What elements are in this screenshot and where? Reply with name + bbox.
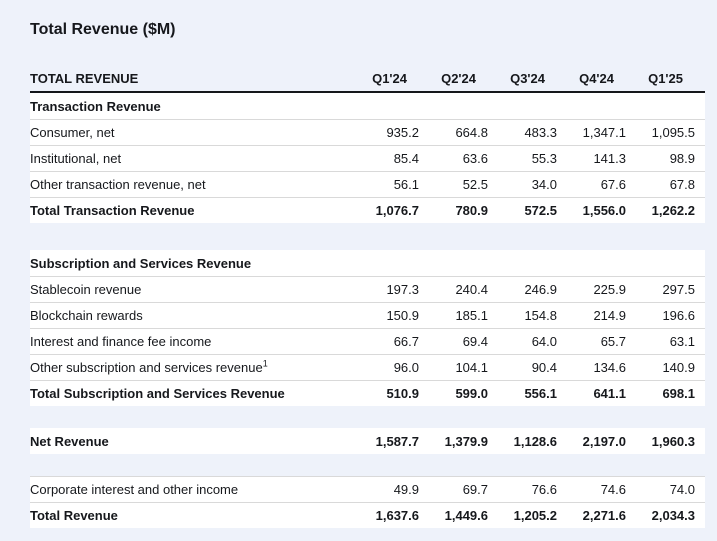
cell-value: 698.1 [662, 386, 695, 401]
row-label: Consumer, net [30, 125, 115, 140]
cell-value: 599.0 [455, 386, 488, 401]
cell-value: 1,128.6 [513, 433, 557, 449]
cell-value: 240.4 [455, 282, 488, 297]
cell-value: 85.4 [393, 151, 419, 166]
row-label: Net Revenue [30, 433, 109, 449]
table-row [30, 354, 705, 380]
cell-value: 2,271.6 [582, 508, 626, 523]
cell-value: 141.3 [593, 151, 626, 166]
cell-value: 67.6 [600, 177, 626, 192]
section-gap [30, 223, 705, 250]
cell-value: 510.9 [386, 386, 419, 401]
section-header-row [30, 93, 705, 119]
column-header-q3-24: Q3'24 [510, 70, 545, 86]
cell-value: 90.4 [531, 360, 557, 375]
section-gap [30, 406, 705, 428]
total-row [30, 428, 705, 454]
row-label: Stablecoin revenue [30, 282, 142, 297]
cell-value: 297.5 [662, 282, 695, 297]
cell-value: 1,556.0 [582, 203, 626, 218]
cell-value: 1,587.7 [375, 433, 419, 449]
cell-value: 246.9 [524, 282, 557, 297]
cell-value: 1,379.9 [444, 433, 488, 449]
net-revenue-section [30, 428, 705, 454]
table-header-label: TOTAL REVENUE [30, 70, 139, 86]
cell-value: 96.0 [393, 360, 419, 375]
cell-value: 104.1 [455, 360, 488, 375]
row-label: Institutional, net [30, 151, 122, 166]
cell-value: 134.6 [593, 360, 626, 375]
cell-value: 572.5 [524, 203, 557, 218]
total-row [30, 502, 705, 528]
row-label: Transaction Revenue [30, 98, 161, 114]
cell-value: 2,197.0 [582, 433, 626, 449]
section-header-row [30, 250, 705, 276]
cell-value: 69.4 [462, 334, 488, 349]
total-row [30, 380, 705, 406]
cell-value: 641.1 [593, 386, 626, 401]
table-row [30, 119, 705, 145]
cell-value: 1,262.2 [651, 203, 695, 218]
cell-value: 2,034.3 [651, 508, 695, 523]
total-row [30, 197, 705, 223]
table-row [30, 476, 705, 502]
subscription-services-section [30, 250, 705, 406]
column-header-q1-24: Q1'24 [372, 70, 407, 86]
cell-value: 64.0 [531, 334, 557, 349]
row-label: Total Transaction Revenue [30, 203, 195, 218]
cell-value: 1,347.1 [582, 125, 626, 140]
cell-value: 1,095.5 [651, 125, 695, 140]
cell-value: 69.7 [462, 482, 488, 497]
row-label: Subscription and Services Revenue [30, 255, 252, 271]
cell-value: 664.8 [455, 125, 488, 140]
row-label: Interest and finance fee income [30, 334, 212, 349]
cell-value: 185.1 [455, 308, 488, 323]
cell-value: 63.6 [462, 151, 488, 166]
cell-value: 74.0 [669, 482, 695, 497]
cell-value: 74.6 [600, 482, 626, 497]
cell-value: 483.3 [524, 125, 557, 140]
row-label-text: Other subscription and services revenue [30, 360, 263, 375]
table-header-row [30, 65, 705, 93]
cell-value: 1,960.3 [651, 433, 695, 449]
cell-value: 1,449.6 [444, 508, 488, 523]
cell-value: 197.3 [386, 282, 419, 297]
cell-value: 56.1 [393, 177, 419, 192]
cell-value: 214.9 [593, 308, 626, 323]
cell-value: 154.8 [524, 308, 557, 323]
row-label: Blockchain rewards [30, 308, 143, 323]
table-row [30, 302, 705, 328]
row-label: Other transaction revenue, net [30, 177, 206, 192]
cell-value: 556.1 [524, 386, 557, 401]
cell-value: 140.9 [662, 360, 695, 375]
column-header-q2-24: Q2'24 [441, 70, 476, 86]
footnote-marker: 1 [262, 360, 268, 369]
cell-value: 65.7 [600, 334, 626, 349]
row-label: Corporate interest and other income [30, 482, 239, 497]
cell-value: 52.5 [462, 177, 488, 192]
row-label: Total Revenue [30, 508, 118, 523]
table-row [30, 276, 705, 302]
cell-value: 150.9 [386, 308, 419, 323]
cell-value: 76.6 [531, 482, 557, 497]
table-row [30, 328, 705, 354]
row-label: Total Subscription and Services Revenue [30, 386, 285, 401]
cell-value: 34.0 [531, 177, 557, 192]
table-row [30, 145, 705, 171]
cell-value: 55.3 [531, 151, 557, 166]
column-header-q1-25: Q1'25 [648, 70, 683, 86]
cell-value: 1,076.7 [375, 203, 419, 218]
total-revenue-section [30, 476, 705, 528]
cell-value: 225.9 [593, 282, 626, 297]
cell-value: 1,205.2 [513, 508, 557, 523]
table-row [30, 171, 705, 197]
cell-value: 1,637.6 [375, 508, 419, 523]
cell-value: 49.9 [393, 482, 419, 497]
transaction-revenue-section [30, 93, 705, 223]
cell-value: 935.2 [386, 125, 419, 140]
cell-value: 196.6 [662, 308, 695, 323]
cell-value: 98.9 [669, 151, 695, 166]
column-header-q4-24: Q4'24 [579, 70, 614, 86]
page-title: Total Revenue ($M) [30, 21, 176, 38]
cell-value: 67.8 [669, 177, 695, 192]
cell-value: 780.9 [455, 203, 488, 218]
row-label [30, 360, 360, 375]
cell-value: 63.1 [669, 334, 695, 349]
section-gap [30, 454, 705, 476]
cell-value: 66.7 [393, 334, 419, 349]
